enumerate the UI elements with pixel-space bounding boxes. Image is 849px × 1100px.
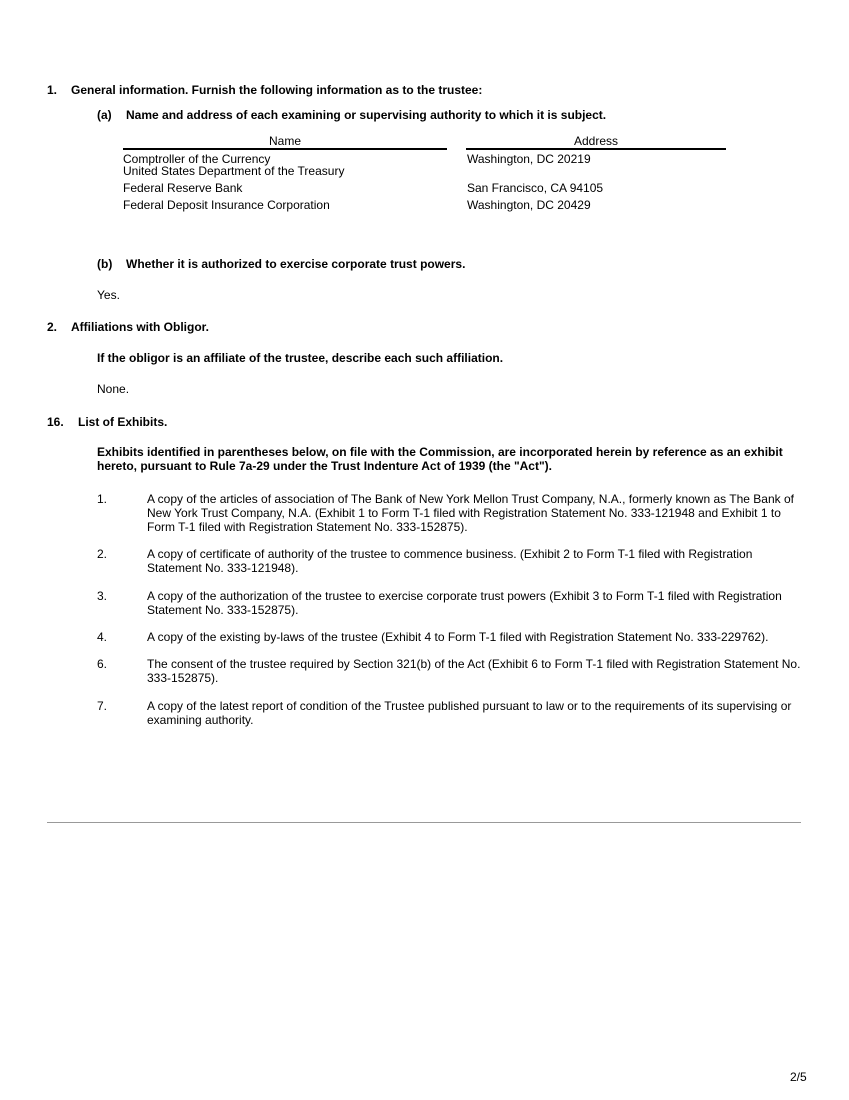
authority-address: Washington, DC 20219 [467,152,591,166]
item-1a-title: Name and address of each examining or supervising authority to which it is subject. [126,108,607,122]
exhibit-text: A copy of the existing by-laws of the trustee (Exhibit 4 to Form T-1 filed with Registration Statement No. 333-229762). [147,630,769,644]
item-2-number: 2. [47,320,58,334]
exhibit-number: 3. [97,589,108,603]
column-header-name: Name [268,134,301,148]
exhibits-intro: Exhibits identified in parentheses below, on file with the Commission, are incorporated herein by reference as an exhibit hereto, pursuant to Rule 7a-29 under the Trust Indenture Act of 1939 (the "Act"). [97,445,783,473]
exhibit-number: 7. [97,699,108,713]
exhibit-text: A copy of the latest report of condition of the Trustee published pursuant to law or to the requirements of its supervising or examining authority. [147,699,792,727]
item-16-number: 16. [47,415,64,429]
column-header-address: Address [573,134,619,148]
page-divider [47,822,801,823]
exhibit-number: 2. [97,547,108,561]
item-16-title: List of Exhibits. [78,415,168,429]
exhibit-text: The consent of the trustee required by Section 321(b) of the Act (Exhibit 6 to Form T-1 filed with Registration Statement No. 333-152875). [147,657,801,685]
item-2-question: If the obligor is an affiliate of the trustee, describe each such affiliation. [97,351,504,365]
authority-name: Comptroller of the Currency [123,152,271,166]
authority-address: San Francisco, CA 94105 [467,181,604,195]
exhibit-text: A copy of the authorization of the trustee to exercise corporate trust powers (Exhibit 3 to Form T-1 filed with Registration Statement No. 333-152875). [147,589,782,617]
item-2-answer: None. [97,382,130,396]
address-header-rule [466,148,726,150]
name-header-rule [123,148,447,150]
item-1b-title: Whether it is authorized to exercise corporate trust powers. [126,257,466,271]
authority-name: Federal Deposit Insurance Corporation [123,198,330,212]
exhibit-text: A copy of certificate of authority of the trustee to commence business. (Exhibit 2 to Form T-1 filed with Registration Statement No. 333-121948). [147,547,753,575]
exhibit-number: 4. [97,630,108,644]
page-number: 2/5 [790,1070,807,1084]
exhibit-number: 6. [97,657,108,671]
authority-name: Federal Reserve Bank [123,181,243,195]
item-2-title: Affiliations with Obligor. [71,320,209,334]
exhibit-number: 1. [97,492,108,506]
item-1b-label: (b) [97,257,113,271]
item-1b-answer: Yes. [97,288,120,302]
item-1-title: General information. Furnish the following information as to the trustee: [71,83,483,97]
authority-address: Washington, DC 20429 [467,198,591,212]
item-1a-label: (a) [97,108,112,122]
authority-name-line2: United States Department of the Treasury [123,164,345,178]
item-1-number: 1. [47,83,58,97]
exhibit-text: A copy of the articles of association of The Bank of New York Mellon Trust Company, N.A., formerly known as The Bank of New York Trust Company, N.A. (Exhibit 1 to Form T-1 filed with Registration Statement No. 333-121948 and Exhibit 1 to Form T-1 filed with Registration Statement No. 333-152875). [147,492,794,534]
